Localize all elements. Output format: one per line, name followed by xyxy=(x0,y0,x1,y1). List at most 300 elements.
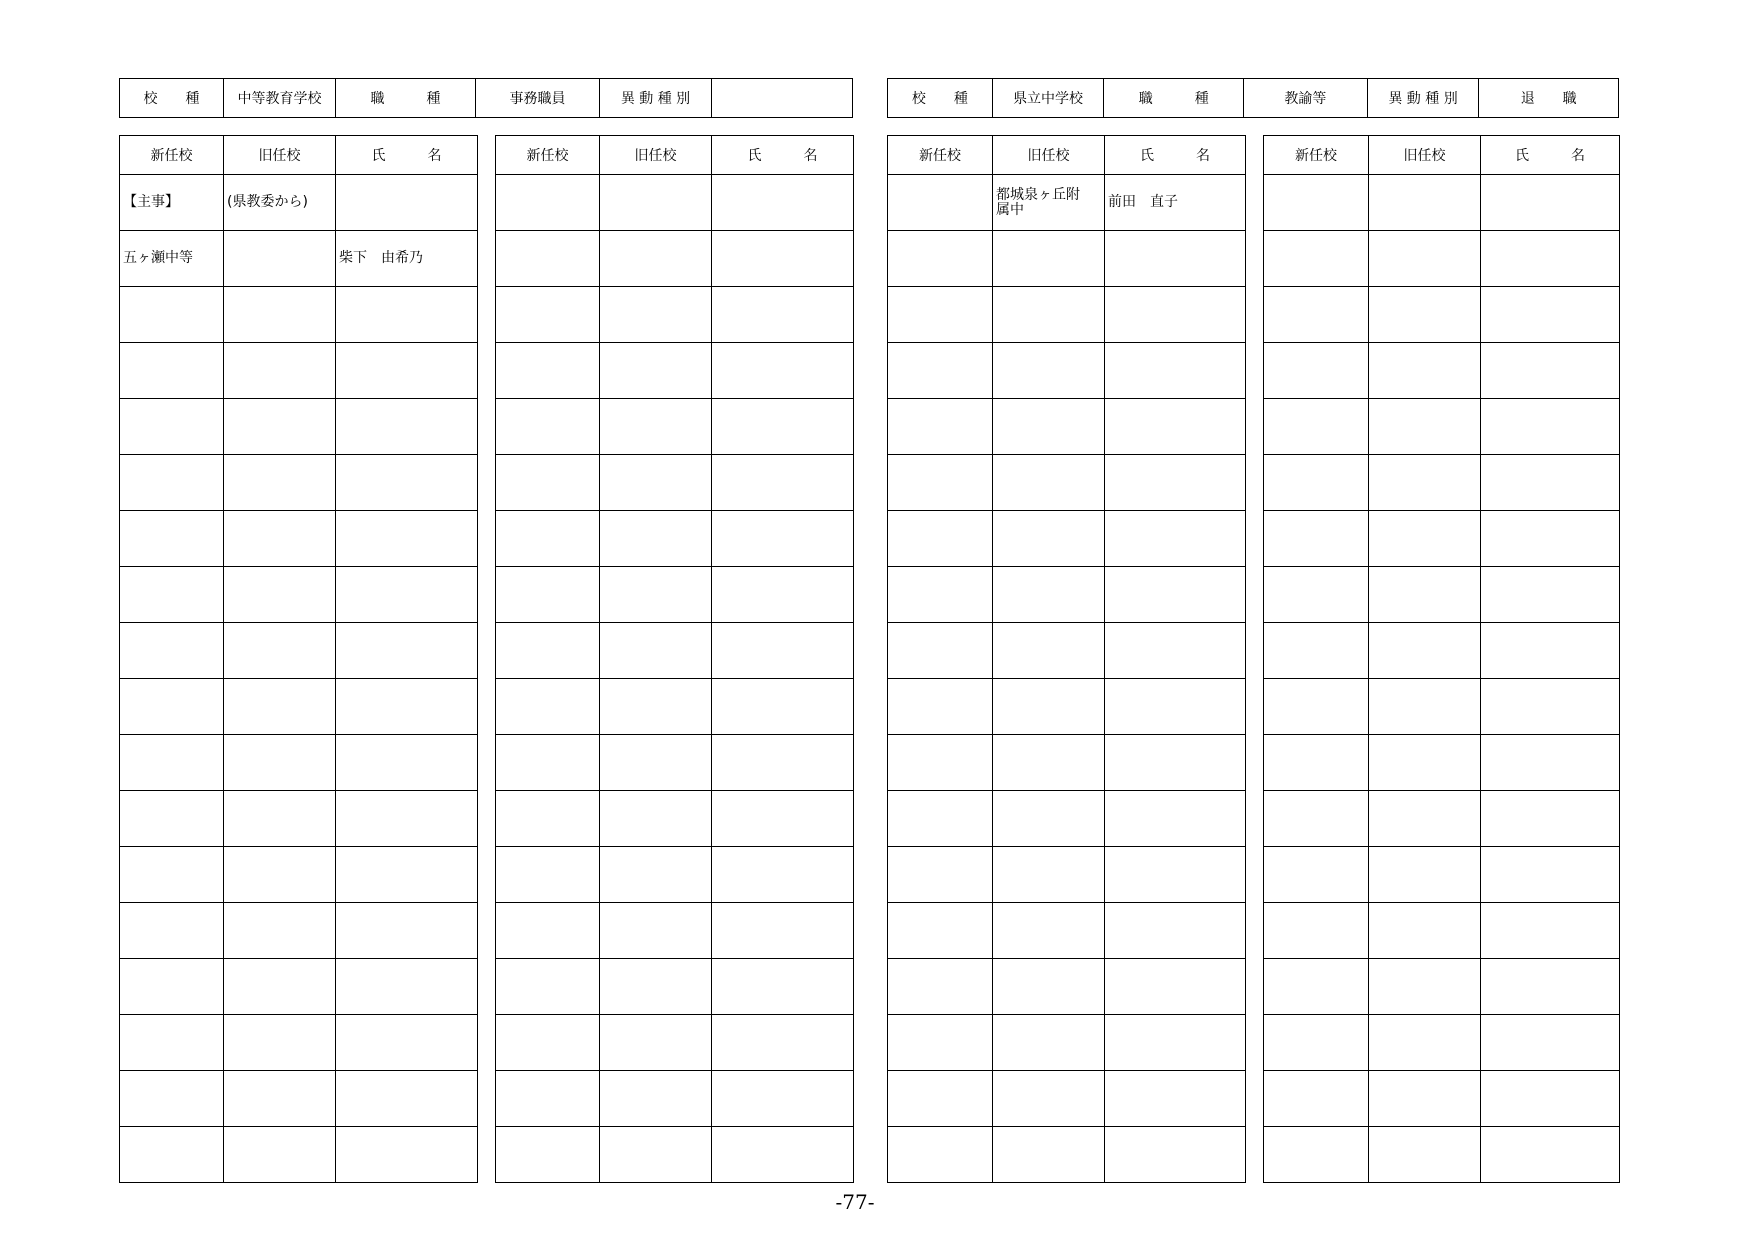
cell-name xyxy=(1105,399,1246,455)
cell-old-school xyxy=(600,399,712,455)
cell-old-school xyxy=(600,623,712,679)
cell-name xyxy=(1481,1127,1620,1183)
cell-old-school xyxy=(224,1015,336,1071)
table-row xyxy=(888,567,1246,623)
cell-name: 前田 直子 xyxy=(1105,175,1246,231)
cell-name xyxy=(1481,1015,1620,1071)
cell-old-school xyxy=(600,791,712,847)
cell-new-school xyxy=(496,175,600,231)
transfer-type-label: 異 動 種 別 xyxy=(600,79,712,117)
cell-old-school xyxy=(224,231,336,287)
table-row xyxy=(888,175,1246,231)
cell-old-school xyxy=(224,343,336,399)
cell-new-school xyxy=(888,791,993,847)
col-header-name: 氏 名 xyxy=(1481,136,1620,175)
cell-new-school xyxy=(1264,399,1369,455)
table-row xyxy=(496,231,854,287)
cell-new-school xyxy=(496,287,600,343)
cell-new-school xyxy=(120,959,224,1015)
cell-new-school xyxy=(496,735,600,791)
table-row xyxy=(888,231,1246,287)
cell-new-school xyxy=(888,343,993,399)
cell-old-school: 都城泉ヶ丘附 属中 xyxy=(993,175,1105,231)
cell-name xyxy=(712,791,854,847)
cell-new-school xyxy=(120,623,224,679)
cell-name xyxy=(1105,567,1246,623)
table-row xyxy=(1264,679,1620,735)
cell-name xyxy=(336,903,478,959)
table-row xyxy=(120,903,478,959)
col-header-old-school: 旧任校 xyxy=(224,136,336,175)
table-row xyxy=(888,455,1246,511)
cell-old-school xyxy=(1369,567,1481,623)
cell-name xyxy=(712,231,854,287)
cell-old-school xyxy=(600,735,712,791)
table-row xyxy=(888,343,1246,399)
cell-new-school xyxy=(1264,231,1369,287)
cell-new-school xyxy=(496,567,600,623)
table-row xyxy=(120,847,478,903)
cell-name xyxy=(336,679,478,735)
cell-name xyxy=(712,679,854,735)
table-row xyxy=(120,231,478,287)
cell-name: 柴下 由希乃 xyxy=(336,231,478,287)
personnel-table-2 xyxy=(495,135,854,1183)
cell-new-school xyxy=(496,791,600,847)
cell-new-school xyxy=(496,399,600,455)
table-row xyxy=(120,735,478,791)
cell-new-school: 五ヶ瀬中等 xyxy=(120,231,224,287)
cell-old-school xyxy=(993,959,1105,1015)
cell-old-school xyxy=(993,231,1105,287)
table-row xyxy=(1264,175,1620,231)
cell-name xyxy=(1105,1015,1246,1071)
cell-name xyxy=(1481,231,1620,287)
cell-name xyxy=(1105,455,1246,511)
cell-old-school xyxy=(224,847,336,903)
page-number: -77- xyxy=(835,1190,875,1214)
cell-name xyxy=(336,511,478,567)
cell-new-school xyxy=(496,1071,600,1127)
cell-old-school xyxy=(224,623,336,679)
cell-new-school xyxy=(120,455,224,511)
table-row xyxy=(496,903,854,959)
cell-old-school xyxy=(224,791,336,847)
cell-new-school xyxy=(496,959,600,1015)
cell-old-school xyxy=(993,903,1105,959)
cell-new-school xyxy=(120,679,224,735)
cell-name xyxy=(712,959,854,1015)
cell-new-school xyxy=(1264,455,1369,511)
table-row xyxy=(120,1071,478,1127)
cell-name xyxy=(1105,791,1246,847)
table-row xyxy=(888,623,1246,679)
cell-name xyxy=(1481,343,1620,399)
cell-new-school xyxy=(1264,903,1369,959)
cell-new-school xyxy=(120,735,224,791)
col-header-old-school: 旧任校 xyxy=(600,136,712,175)
cell-new-school xyxy=(888,1071,993,1127)
cell-new-school xyxy=(496,231,600,287)
cell-name xyxy=(336,1127,478,1183)
table-row xyxy=(1264,903,1620,959)
cell-new-school xyxy=(120,847,224,903)
table-row xyxy=(1264,1071,1620,1127)
personnel-table-1 xyxy=(119,135,478,1183)
cell-old-school xyxy=(993,735,1105,791)
cell-new-school xyxy=(1264,959,1369,1015)
table-row xyxy=(1264,791,1620,847)
table-row xyxy=(120,623,478,679)
table-row xyxy=(1264,399,1620,455)
cell-old-school xyxy=(1369,847,1481,903)
cell-new-school xyxy=(888,287,993,343)
cell-name xyxy=(336,623,478,679)
cell-new-school xyxy=(888,903,993,959)
table-row xyxy=(888,735,1246,791)
cell-old-school xyxy=(224,735,336,791)
cell-old-school xyxy=(600,1127,712,1183)
cell-name xyxy=(336,175,478,231)
cell-name xyxy=(336,959,478,1015)
cell-new-school xyxy=(1264,175,1369,231)
cell-old-school xyxy=(224,567,336,623)
table-row xyxy=(120,959,478,1015)
cell-name xyxy=(1105,343,1246,399)
cell-new-school xyxy=(1264,791,1369,847)
table-row xyxy=(120,679,478,735)
cell-old-school xyxy=(224,399,336,455)
cell-name xyxy=(712,903,854,959)
personnel-table-4 xyxy=(1263,135,1620,1183)
cell-name xyxy=(1481,903,1620,959)
table-row xyxy=(888,959,1246,1015)
table-row xyxy=(888,511,1246,567)
cell-old-school xyxy=(600,231,712,287)
col-header-new-school: 新任校 xyxy=(496,136,600,175)
cell-name xyxy=(712,1127,854,1183)
cell-name xyxy=(1105,1127,1246,1183)
cell-old-school xyxy=(993,1015,1105,1071)
cell-name xyxy=(1481,735,1620,791)
cell-old-school xyxy=(1369,175,1481,231)
cell-new-school xyxy=(1264,735,1369,791)
table-row xyxy=(120,1015,478,1071)
table-row xyxy=(496,791,854,847)
personnel-table-3 xyxy=(887,135,1246,1183)
cell-name xyxy=(336,1071,478,1127)
cell-old-school xyxy=(1369,1127,1481,1183)
transfer-type-label: 異 動 種 別 xyxy=(1368,79,1480,117)
job-type-label: 職 種 xyxy=(1104,79,1244,117)
table-row xyxy=(1264,1015,1620,1071)
cell-old-school xyxy=(993,623,1105,679)
job-type-value: 教諭等 xyxy=(1244,79,1368,117)
cell-old-school xyxy=(993,511,1105,567)
cell-old-school xyxy=(600,959,712,1015)
cell-old-school xyxy=(224,1127,336,1183)
cell-new-school xyxy=(1264,511,1369,567)
table-row xyxy=(120,287,478,343)
cell-name xyxy=(336,791,478,847)
cell-old-school xyxy=(224,511,336,567)
cell-old-school xyxy=(224,287,336,343)
school-type-label: 校 種 xyxy=(888,79,993,117)
cell-new-school xyxy=(1264,623,1369,679)
cell-name xyxy=(1481,511,1620,567)
cell-old-school xyxy=(993,343,1105,399)
table-row xyxy=(496,399,854,455)
cell-new-school xyxy=(496,343,600,399)
cell-old-school xyxy=(1369,679,1481,735)
cell-name xyxy=(1481,847,1620,903)
cell-old-school xyxy=(993,567,1105,623)
school-type-value: 中等教育学校 xyxy=(224,79,336,117)
cell-old-school xyxy=(1369,399,1481,455)
table-row xyxy=(496,287,854,343)
cell-old-school xyxy=(993,287,1105,343)
cell-new-school xyxy=(120,287,224,343)
col-header-new-school: 新任校 xyxy=(1264,136,1369,175)
cell-new-school xyxy=(120,343,224,399)
table-row xyxy=(888,1071,1246,1127)
cell-name xyxy=(336,847,478,903)
table-row xyxy=(1264,231,1620,287)
cell-new-school xyxy=(496,847,600,903)
table-row xyxy=(120,567,478,623)
col-header-old-school: 旧任校 xyxy=(1369,136,1481,175)
table-row xyxy=(496,1071,854,1127)
cell-name xyxy=(1481,791,1620,847)
table-row xyxy=(1264,735,1620,791)
cell-name xyxy=(1105,1071,1246,1127)
cell-old-school xyxy=(600,287,712,343)
cell-name xyxy=(1105,231,1246,287)
cell-old-school: (県教委から) xyxy=(224,175,336,231)
cell-name xyxy=(1481,679,1620,735)
table-row xyxy=(1264,847,1620,903)
cell-old-school xyxy=(1369,1071,1481,1127)
table-row xyxy=(888,1015,1246,1071)
table-row xyxy=(1264,567,1620,623)
cell-name xyxy=(712,847,854,903)
right-header-bar xyxy=(887,78,1619,118)
cell-new-school xyxy=(888,959,993,1015)
cell-old-school xyxy=(600,1071,712,1127)
cell-new-school xyxy=(120,1071,224,1127)
job-type-value: 事務職員 xyxy=(476,79,600,117)
cell-old-school xyxy=(1369,735,1481,791)
cell-new-school xyxy=(888,399,993,455)
table-row xyxy=(120,399,478,455)
transfer-type-value: 退 職 xyxy=(1520,91,1577,107)
cell-new-school xyxy=(888,175,993,231)
table-row xyxy=(1264,1127,1620,1183)
cell-new-school xyxy=(888,511,993,567)
cell-new-school xyxy=(496,679,600,735)
cell-new-school xyxy=(120,511,224,567)
cell-old-school xyxy=(1369,903,1481,959)
table-row xyxy=(120,343,478,399)
cell-old-school xyxy=(600,175,712,231)
cell-old-school xyxy=(600,1015,712,1071)
table-row xyxy=(120,1127,478,1183)
table-row xyxy=(496,511,854,567)
cell-name xyxy=(1105,623,1246,679)
cell-name xyxy=(336,455,478,511)
cell-old-school xyxy=(993,679,1105,735)
cell-new-school xyxy=(120,399,224,455)
cell-name xyxy=(712,623,854,679)
cell-name xyxy=(712,399,854,455)
school-type-label: 校 種 xyxy=(120,79,224,117)
table-row xyxy=(496,847,854,903)
cell-name xyxy=(1481,1071,1620,1127)
table-row xyxy=(1264,959,1620,1015)
table-row xyxy=(1264,511,1620,567)
cell-old-school xyxy=(993,791,1105,847)
table-row xyxy=(496,175,854,231)
cell-old-school xyxy=(224,1071,336,1127)
cell-old-school xyxy=(993,847,1105,903)
col-header-new-school: 新任校 xyxy=(888,136,993,175)
table-row xyxy=(496,959,854,1015)
cell-name xyxy=(1105,511,1246,567)
cell-old-school xyxy=(600,903,712,959)
cell-name xyxy=(1105,847,1246,903)
cell-old-school xyxy=(224,959,336,1015)
cell-name xyxy=(1481,959,1620,1015)
table-row xyxy=(888,847,1246,903)
table-row xyxy=(888,399,1246,455)
cell-new-school xyxy=(1264,679,1369,735)
cell-name xyxy=(712,175,854,231)
table-row xyxy=(120,175,478,231)
cell-old-school xyxy=(1369,791,1481,847)
table-row xyxy=(496,1127,854,1183)
cell-new-school xyxy=(888,567,993,623)
table-row xyxy=(1264,287,1620,343)
cell-name xyxy=(712,735,854,791)
transfer-type-value xyxy=(712,79,851,117)
cell-name xyxy=(1481,455,1620,511)
cell-name xyxy=(712,343,854,399)
table-row xyxy=(888,287,1246,343)
cell-new-school xyxy=(120,1015,224,1071)
table-row xyxy=(1264,455,1620,511)
cell-name xyxy=(712,455,854,511)
cell-new-school xyxy=(1264,1127,1369,1183)
cell-new-school xyxy=(1264,343,1369,399)
cell-old-school xyxy=(600,679,712,735)
col-header-name: 氏 名 xyxy=(1105,136,1246,175)
cell-name xyxy=(336,735,478,791)
table-row xyxy=(496,343,854,399)
cell-old-school xyxy=(1369,455,1481,511)
cell-old-school xyxy=(600,343,712,399)
cell-new-school xyxy=(1264,287,1369,343)
left-header-bar xyxy=(119,78,853,118)
col-header-new-school: 新任校 xyxy=(120,136,224,175)
cell-old-school xyxy=(1369,623,1481,679)
cell-name xyxy=(1481,287,1620,343)
cell-new-school xyxy=(496,903,600,959)
table-row xyxy=(496,679,854,735)
cell-new-school xyxy=(888,231,993,287)
cell-name xyxy=(336,567,478,623)
cell-old-school xyxy=(224,455,336,511)
cell-new-school xyxy=(888,1015,993,1071)
cell-new-school xyxy=(888,847,993,903)
table-row xyxy=(120,511,478,567)
cell-old-school xyxy=(600,455,712,511)
cell-new-school xyxy=(1264,847,1369,903)
cell-new-school xyxy=(1264,567,1369,623)
cell-new-school xyxy=(888,735,993,791)
table-row xyxy=(496,623,854,679)
cell-old-school xyxy=(993,1127,1105,1183)
table-row xyxy=(496,455,854,511)
table-row xyxy=(120,791,478,847)
cell-name xyxy=(712,1015,854,1071)
cell-name xyxy=(712,511,854,567)
cell-name xyxy=(336,287,478,343)
cell-old-school xyxy=(1369,343,1481,399)
cell-old-school xyxy=(1369,287,1481,343)
table-row xyxy=(888,1127,1246,1183)
cell-new-school xyxy=(496,511,600,567)
table-row xyxy=(888,791,1246,847)
cell-new-school: 【主事】 xyxy=(120,175,224,231)
cell-new-school xyxy=(1264,1015,1369,1071)
table-row xyxy=(1264,623,1620,679)
table-row xyxy=(120,455,478,511)
school-type-value: 県立中学校 xyxy=(993,79,1105,117)
col-header-name: 氏 名 xyxy=(336,136,478,175)
cell-name xyxy=(336,343,478,399)
col-header-old-school: 旧任校 xyxy=(993,136,1105,175)
cell-name xyxy=(1105,959,1246,1015)
cell-name xyxy=(1481,399,1620,455)
cell-name xyxy=(1105,679,1246,735)
cell-name xyxy=(712,1071,854,1127)
cell-old-school xyxy=(600,567,712,623)
cell-old-school xyxy=(993,455,1105,511)
table-row xyxy=(1264,343,1620,399)
cell-name xyxy=(1105,903,1246,959)
table-row xyxy=(496,1015,854,1071)
cell-old-school xyxy=(993,1071,1105,1127)
cell-name xyxy=(1481,623,1620,679)
cell-name xyxy=(712,287,854,343)
table-row xyxy=(496,567,854,623)
cell-new-school xyxy=(120,567,224,623)
cell-old-school xyxy=(600,847,712,903)
job-type-label: 職 種 xyxy=(336,79,476,117)
cell-new-school xyxy=(1264,1071,1369,1127)
cell-new-school xyxy=(888,623,993,679)
cell-new-school xyxy=(496,455,600,511)
cell-name xyxy=(1105,735,1246,791)
cell-old-school xyxy=(1369,511,1481,567)
cell-old-school xyxy=(224,903,336,959)
cell-name xyxy=(336,399,478,455)
cell-new-school xyxy=(888,1127,993,1183)
cell-old-school xyxy=(993,399,1105,455)
cell-old-school xyxy=(1369,1015,1481,1071)
cell-old-school xyxy=(1369,959,1481,1015)
table-row xyxy=(888,903,1246,959)
